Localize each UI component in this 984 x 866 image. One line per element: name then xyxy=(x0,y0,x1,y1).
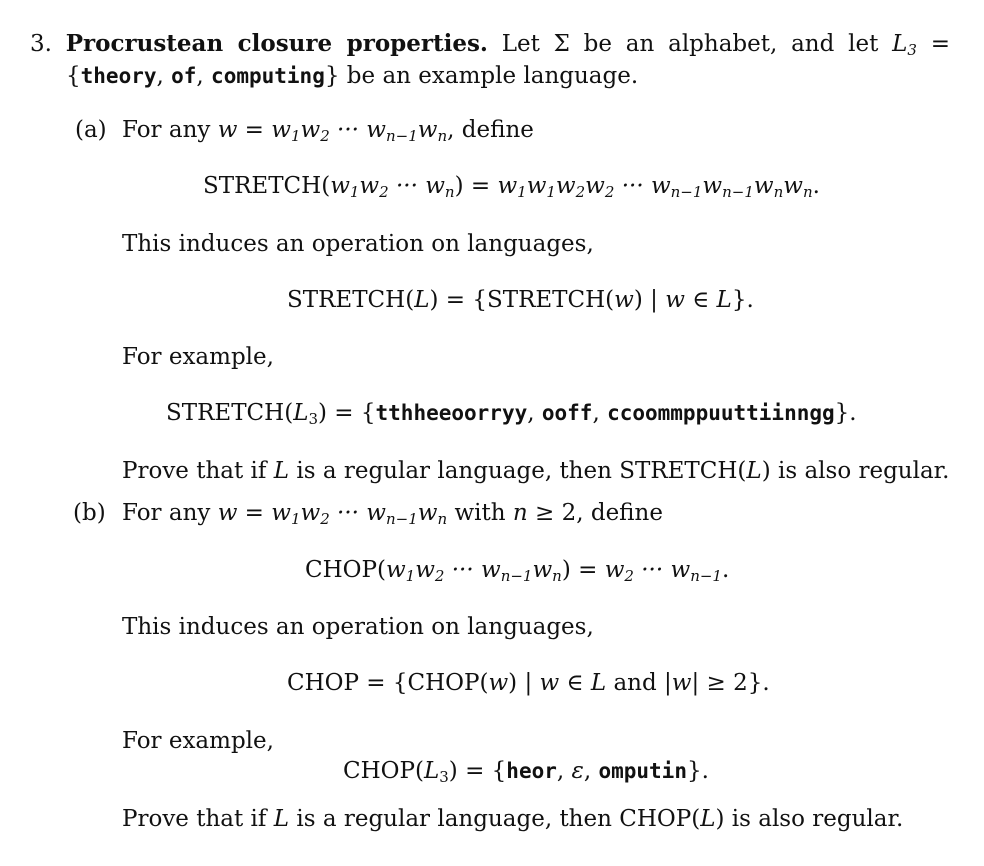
lang-word-1: theory xyxy=(80,64,157,88)
part-b-word: $w = w_1w_2$ ··· $w_{n-1}w_n$ xyxy=(217,500,448,528)
lang-word-2: of xyxy=(171,64,197,88)
equals-sign: = xyxy=(930,31,950,57)
stretch-language-definition: STRETCH(L) = {STRETCH(w) | w ∈ L}. xyxy=(287,287,754,313)
stretch-example-word-1: tthheeoorryy xyxy=(375,401,528,425)
part-a-for-example: For example, xyxy=(122,344,274,370)
part-b-induces: This induces an operation on languages, xyxy=(122,614,594,640)
problem-number: 3. xyxy=(30,31,52,57)
problem-title: Procrustean closure properties. xyxy=(65,30,488,57)
part-a-induces: This induces an operation on languages, xyxy=(122,231,594,257)
epsilon: ε xyxy=(571,758,584,784)
lang-word-3: computing xyxy=(211,64,325,88)
stretch-example-word-3: ccoommppuuttiinngg xyxy=(607,401,835,425)
problem-intro-post: be an example language. xyxy=(346,63,639,89)
stretch-definition: $STRETCH(w_1w_2$ ··· $w_n) = w_1w_1w_2w_2$ ··· $w_{n-1}w_{n-1}w_nw_n$. xyxy=(203,173,820,201)
part-a-word: $w = w_1w_2$ ··· $w_{n-1}w_n$ xyxy=(217,117,448,145)
part-b-prove: Prove that if L is a regular language, then CHOP(L) is also regular. xyxy=(122,806,904,832)
problem-heading xyxy=(30,30,950,58)
stretch-example-word-2: ooff xyxy=(541,401,593,425)
chop-example: $CHOP(L_3)$ = {heor, ε, omputin}. xyxy=(343,758,709,786)
part-b-define: For any $w = w_1w_2$ ··· $w_{n-1}w_n$ with n ≥ 2, define xyxy=(122,500,663,528)
problem-language-line: {theory, of, computing} be an example language. xyxy=(66,63,639,89)
chop-language-definition: CHOP = {CHOP(w) | w ∈ L and |w| ≥ 2}. xyxy=(287,670,770,696)
part-a-define: For any $w = w_1w_2$ ··· $w_{n-1}w_n$, define xyxy=(122,117,534,145)
chop-example-word-2: omputin xyxy=(598,759,687,783)
language-name: $L_3$ xyxy=(892,31,917,59)
part-a-label: (a) xyxy=(75,117,107,143)
part-a-prove: Prove that if L is a regular language, then STRETCH(L) is also regular. xyxy=(122,458,950,484)
stretch-example: $STRETCH(L_3)$ = {tthheeoorryy, ooff, ccoommppuuttiinngg}. xyxy=(166,400,857,428)
chop-definition: $CHOP(w_1w_2$ ··· $w_{n-1}w_n) = w_2$ ··· $w_{n-1}$. xyxy=(305,557,730,585)
problem-intro: Let Σ be an alphabet, and let xyxy=(501,31,879,57)
part-b-label: (b) xyxy=(73,500,106,526)
chop-example-word-1: heor xyxy=(506,759,557,783)
part-b-for-example: For example, xyxy=(122,728,274,754)
